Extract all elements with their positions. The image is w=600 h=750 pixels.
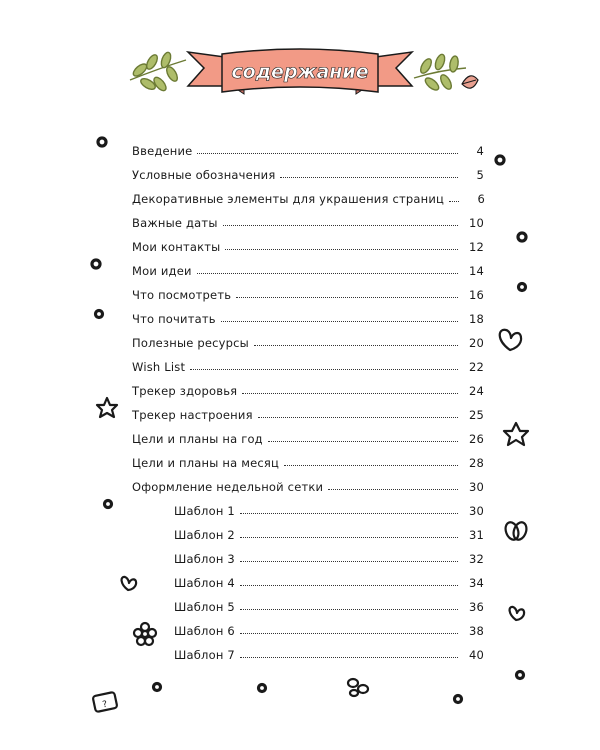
- toc-entry-page: 14: [468, 264, 484, 278]
- ticket-icon: [93, 692, 118, 712]
- toc-entry-page: 10: [468, 216, 484, 230]
- toc-entry-label: Введение: [132, 144, 193, 158]
- toc-entry-page: 36: [468, 600, 484, 614]
- dot-icon: [96, 311, 103, 318]
- toc-entry-label: Трекер здоровья: [132, 384, 238, 398]
- dot-icon: [105, 501, 112, 508]
- toc-entry-label: Полезные ресурсы: [132, 336, 249, 350]
- toc-entry-page: 5: [476, 168, 484, 182]
- toc-entry-page: 34: [468, 576, 484, 590]
- toc-entry-page: 28: [468, 456, 484, 470]
- toc-entry-label: Условные обозначения: [132, 168, 276, 182]
- toc-entry-label: Что почитать: [132, 312, 216, 326]
- toc-entry-label: Мои контакты: [132, 240, 221, 254]
- toc-entry-page: 6: [477, 192, 486, 206]
- toc-entry-page: 24: [468, 384, 484, 398]
- toc-entry-label: Шаблон 3: [174, 552, 235, 566]
- toc-entry-label: Мои идеи: [132, 264, 192, 278]
- toc-entry-page: 20: [468, 336, 484, 350]
- heart-icon: [122, 577, 137, 590]
- heart-icon: [500, 330, 521, 350]
- toc-entry-label: Цели и планы на год: [132, 432, 263, 446]
- header-title: содержание: [231, 61, 369, 83]
- dot-icon: [496, 156, 504, 164]
- toc-entry-label: Шаблон 5: [174, 600, 235, 614]
- toc-entry-page: 12: [468, 240, 484, 254]
- toc-entry-page: 31: [468, 528, 484, 542]
- toc-entry-label: Оформление недельной сетки: [132, 480, 324, 494]
- dot-icon: [259, 685, 266, 692]
- toc-entry-label: Шаблон 4: [174, 576, 235, 590]
- dot-icon: [455, 696, 462, 703]
- dot-icon: [519, 284, 526, 291]
- toc-entry-label: Что посмотреть: [132, 288, 232, 302]
- svg-text:?: ?: [101, 699, 109, 711]
- toc-entry-page: 30: [468, 504, 484, 518]
- seed-doodle-icon: [348, 679, 368, 696]
- dot-icon: [517, 672, 524, 679]
- toc-entry-label: Шаблон 2: [174, 528, 235, 542]
- toc-entry-page: 18: [468, 312, 484, 326]
- toc-entry-label: Трекер настроения: [132, 408, 253, 422]
- flower-icon: [134, 623, 156, 645]
- toc-entry-page: 4: [476, 144, 484, 158]
- dot-icon: [98, 138, 106, 146]
- leaf-doodle-icon: [503, 520, 528, 541]
- heart-icon: [510, 607, 525, 620]
- toc-entry-label: Шаблон 1: [174, 504, 235, 518]
- dot-icon: [154, 684, 161, 691]
- toc-entry-page: 30: [468, 480, 484, 494]
- toc-entry-page: 16: [468, 288, 484, 302]
- toc-entry-label: Шаблон 7: [174, 648, 235, 662]
- toc-entry-page: 32: [468, 552, 484, 566]
- toc-entry-page: 40: [468, 648, 484, 662]
- toc-entry-label: Цели и планы на месяц: [132, 456, 280, 470]
- star-icon: [504, 423, 528, 445]
- toc-entry-page: 38: [468, 624, 484, 638]
- toc-entry-page: 22: [468, 360, 484, 374]
- toc-entry-label: Wish List: [132, 360, 186, 374]
- toc-entry-label: Шаблон 6: [174, 624, 235, 638]
- star-icon: [97, 398, 117, 417]
- toc-entry-label: Декоративные элементы для украшения страниц: [132, 192, 445, 206]
- dot-icon: [92, 260, 100, 268]
- toc-entry-page: 25: [468, 408, 484, 422]
- toc-entry-page: 26: [468, 432, 484, 446]
- toc-entry-label: Важные даты: [132, 216, 218, 230]
- dot-icon: [518, 233, 526, 241]
